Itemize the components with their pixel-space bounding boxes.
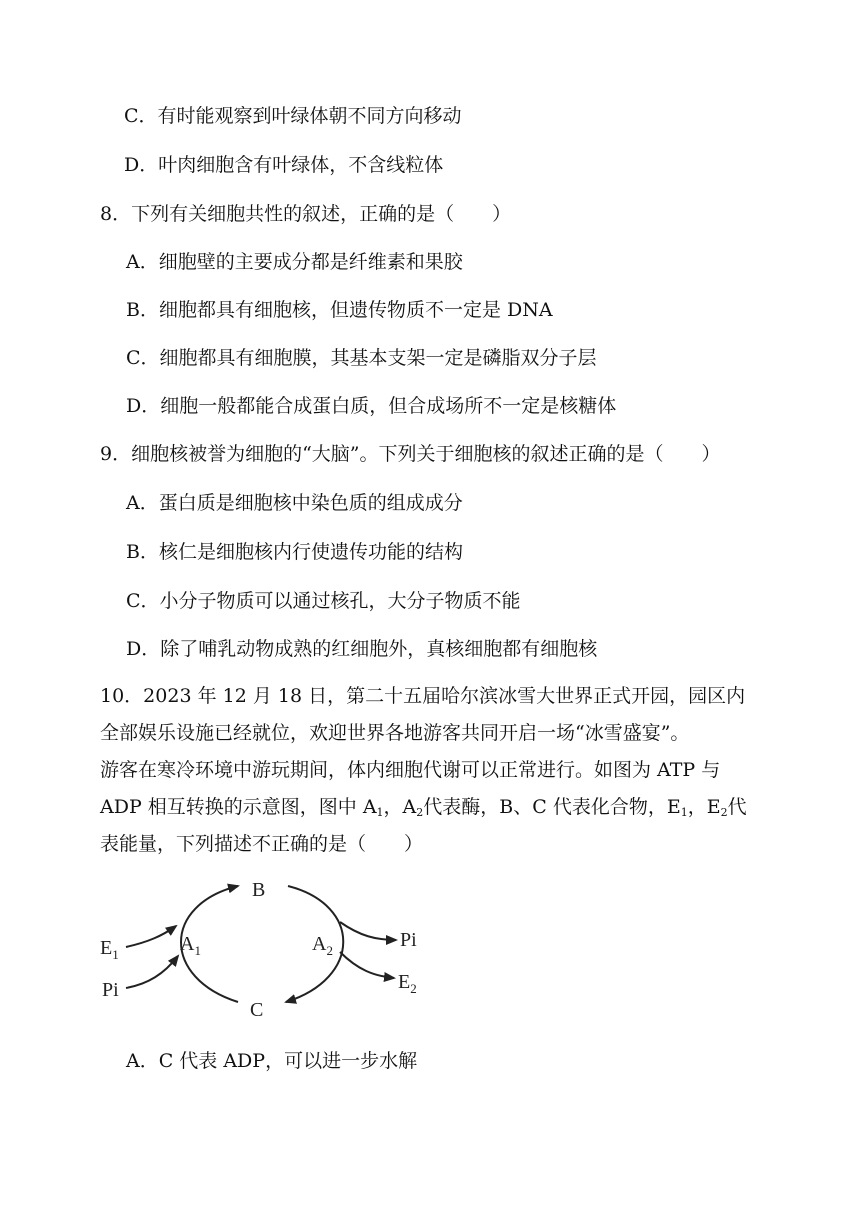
e2-output-arrow [340, 952, 394, 978]
q9-option-b: B．核仁是细胞核内行使遗传功能的结构 [126, 541, 463, 563]
q10-stem-line-2: 全部娱乐设施已经就位，欢迎世界各地游客共同开启一场“冰雪盛宴”。 [100, 722, 690, 744]
q8-stem: 8．下列有关细胞共性的叙述，正确的是（ ） [100, 203, 512, 225]
label-pi-left: Pi [102, 979, 119, 1001]
atp-adp-cycle-diagram [90, 870, 440, 1030]
e1-input-arrow [126, 926, 176, 947]
label-c: C [250, 999, 264, 1021]
q8-option-b: B．细胞都具有细胞核，但遗传物质不一定是 DNA [126, 299, 553, 321]
q8-option-c: C．细胞都具有细胞膜，其基本支架一定是磷脂双分子层 [126, 347, 597, 369]
q10-option-a: A．C 代表 ADP，可以进一步水解 [126, 1050, 418, 1072]
pi-output-arrow [340, 922, 396, 940]
q7-option-d: D．叶肉细胞含有叶绿体，不含线粒体 [124, 154, 444, 176]
pi-input-arrow [126, 956, 178, 988]
q10-stem-line-3: 游客在寒冷环境中游玩期间，体内细胞代谢可以正常进行。如图为 ATP 与 [100, 759, 721, 781]
q7-option-c: C．有时能观察到叶绿体朝不同方向移动 [124, 105, 462, 127]
q9-option-d: D．除了哺乳动物成熟的红细胞外，真核细胞都有细胞核 [126, 638, 598, 660]
q9-option-a: A．蛋白质是细胞核中染色质的组成成分 [126, 492, 463, 514]
q10-stem-line-1: 10．2023 年 12 月 18 日，第二十五届哈尔滨冰雪大世界正式开园，园区内 [100, 685, 746, 707]
label-pi-right: Pi [400, 929, 417, 951]
q9-option-c: C．小分子物质可以通过核孔，大分子物质不能 [126, 590, 521, 612]
q9-stem: 9．细胞核被誉为细胞的“大脑”。下列关于细胞核的叙述正确的是（ ） [100, 443, 721, 465]
q8-option-d: D．细胞一般都能合成蛋白质，但合成场所不一定是核糖体 [126, 395, 617, 417]
label-e2: $E_2$ [398, 971, 417, 996]
q10-stem-line-5: 表能量，下列描述不正确的是（ ） [100, 833, 424, 855]
label-a1: $A_1$ [180, 933, 201, 958]
label-b: B [252, 879, 266, 901]
label-a2: $A_2$ [312, 933, 333, 958]
q8-option-a: A．细胞壁的主要成分都是纤维素和果胶 [126, 251, 463, 273]
q10-stem-line-4: ADP 相互转换的示意图，图中 $A_1$，$A_2$代表酶，B、C 代表化合物，$E_1$，$E_2$代 [100, 796, 747, 819]
label-e1: $E_1$ [100, 937, 119, 962]
